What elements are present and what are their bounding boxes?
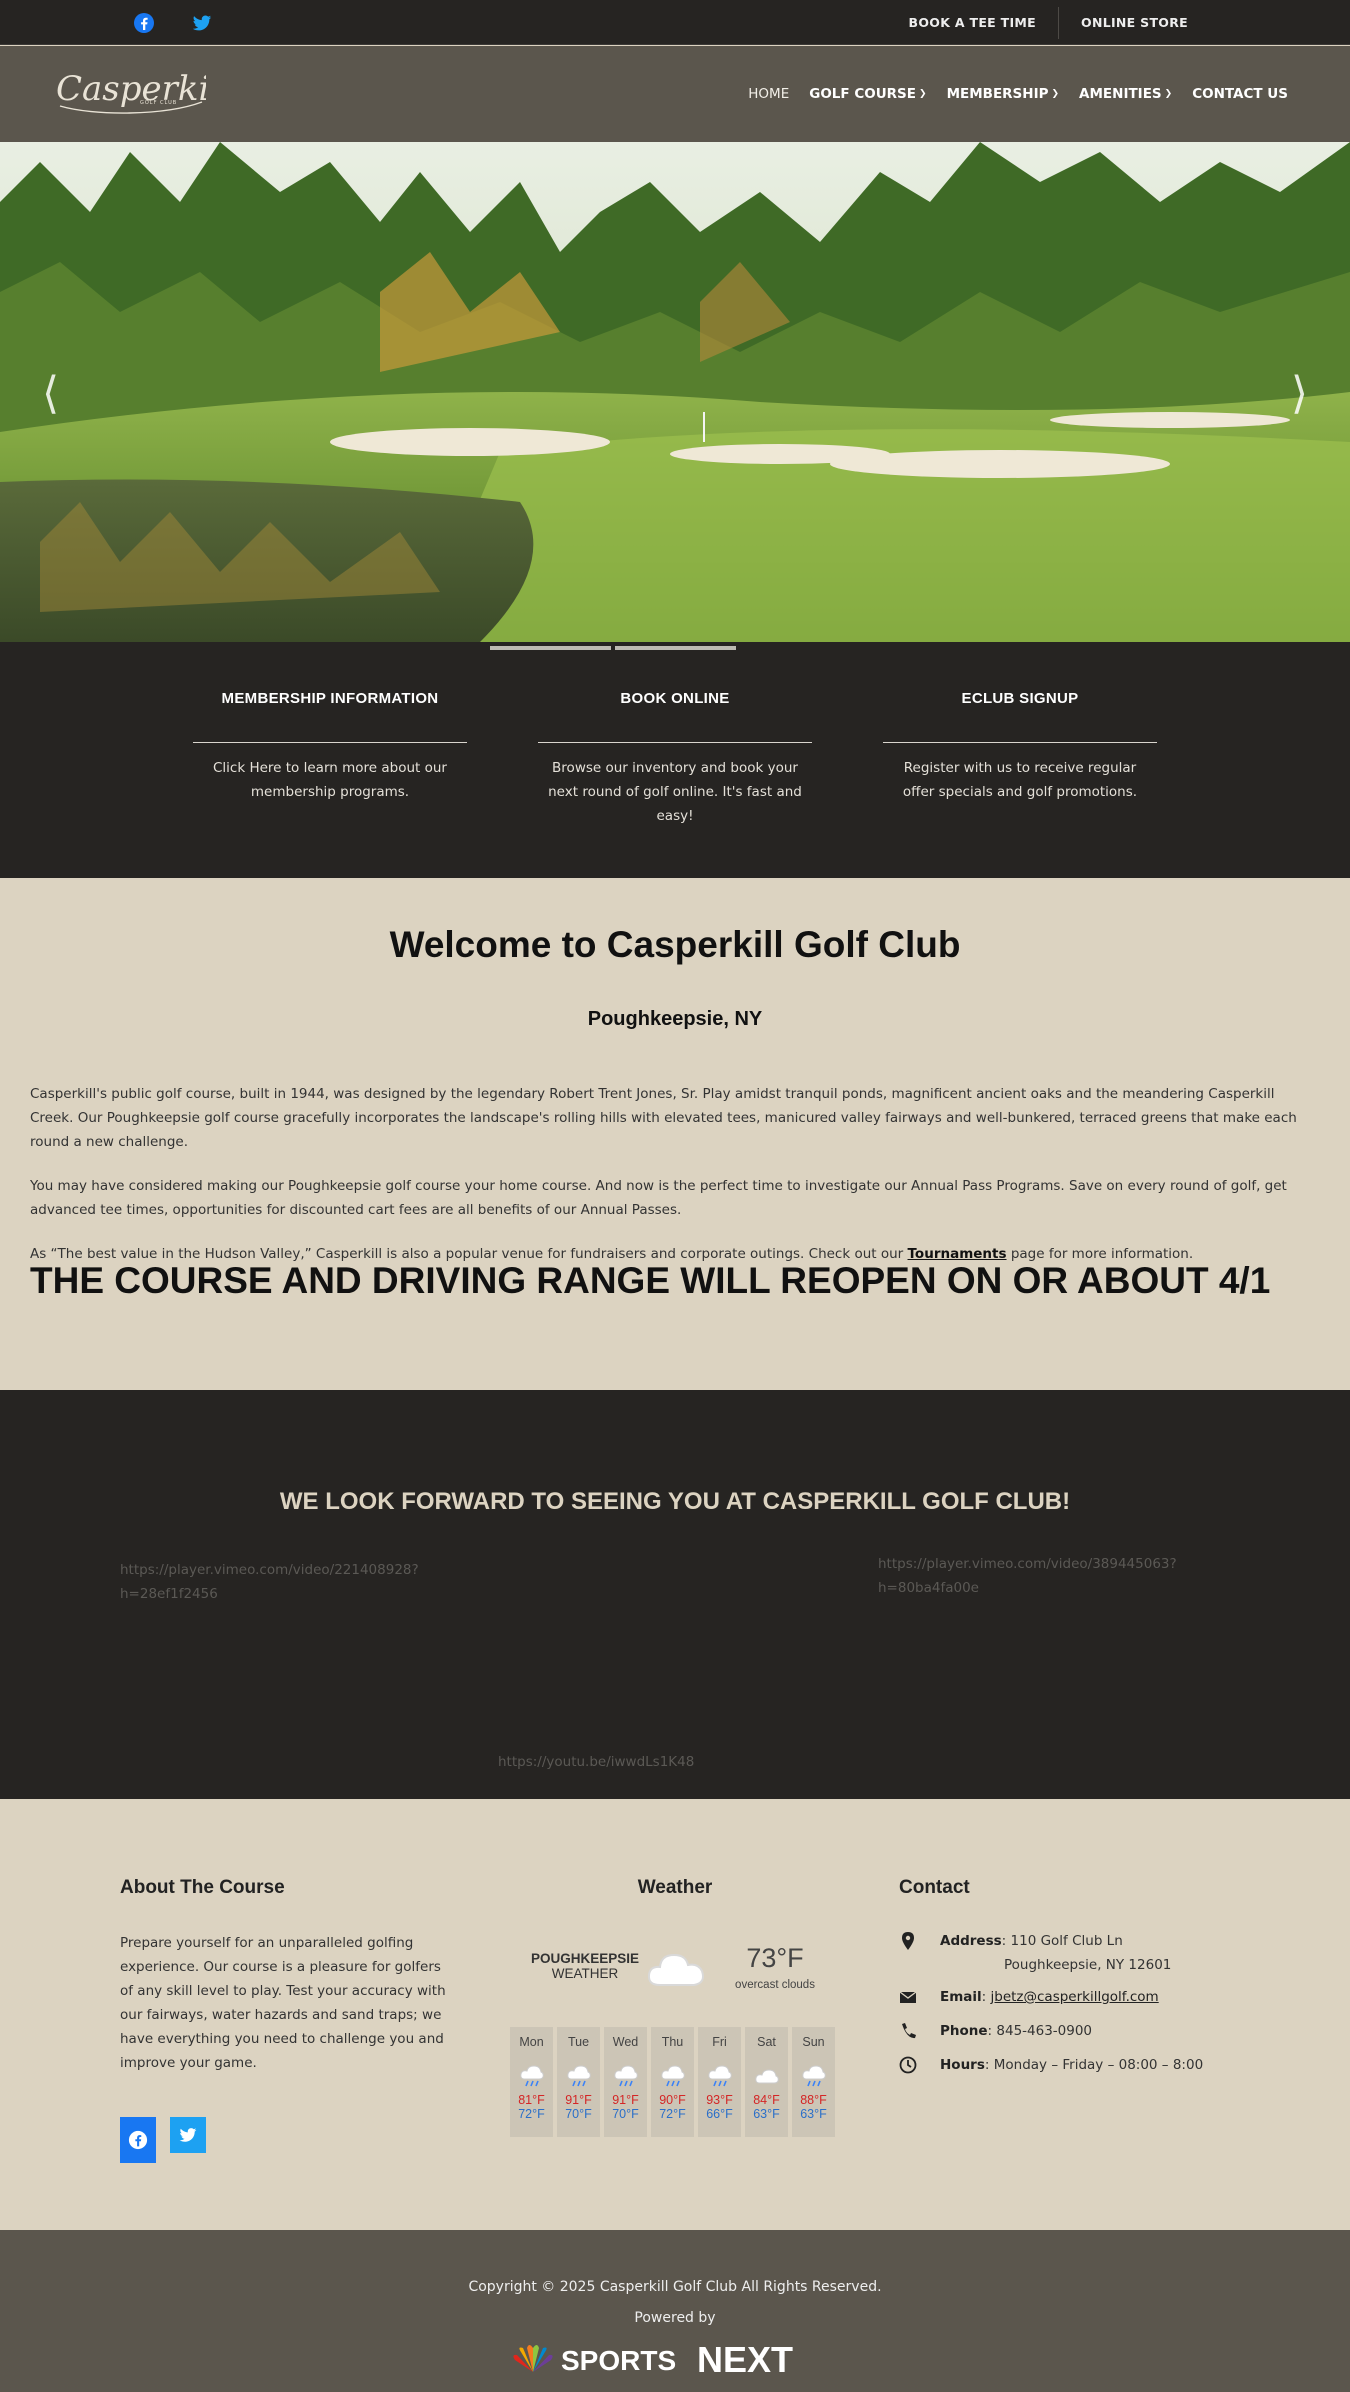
nav-item-membership[interactable] (947, 86, 1059, 102)
welcome-subtitle: Poughkeepsie, NY (587, 1008, 763, 1030)
weather-title: Weather (637, 1877, 713, 1898)
slider-indicators (490, 646, 736, 650)
welcome-body (30, 1082, 1320, 1286)
site-footer (0, 2230, 1350, 2392)
chevron-down-icon: ❯ (1164, 89, 1173, 99)
feature-text: Register with us to receive regular offer specials and golf promotions. (902, 760, 1138, 800)
clock-icon (899, 2055, 917, 2075)
forecast-day: Fri 93°F 66°F (698, 2027, 741, 2137)
forecast-day: Thu 90°F 72°F (651, 2027, 694, 2137)
top-bar (0, 0, 1350, 45)
contact-hours: Hours: Monday – Friday – 08:00 – 8:00 (899, 2053, 1229, 2077)
nav-item-golf-course[interactable] (809, 86, 926, 102)
contact-email: Email: jbetz@casperkillgolf.com (899, 1985, 1229, 2009)
phone-icon (899, 2021, 917, 2041)
weather-description: overcast clouds (735, 1979, 815, 1991)
forecast-day: Tue 91°F 70°F (557, 2027, 600, 2137)
video-section (0, 1390, 1350, 1799)
logo-wordmark: Casperk (56, 69, 199, 109)
svg-text:NEXT: NEXT (697, 2339, 794, 2378)
feature-divider (883, 742, 1157, 743)
footer-widgets (0, 1799, 1350, 2230)
nav-item-label: AMENITIES (1079, 86, 1162, 102)
contact-phone: Phone: 845-463-0900 (899, 2019, 1229, 2043)
sportsnext-logo[interactable] (509, 2338, 841, 2378)
nav-item-label: CONTACT US (1192, 86, 1288, 102)
feature-strip (0, 642, 1350, 878)
about-widget (120, 1877, 455, 2163)
logo-subtext: GOLF CLUB (140, 100, 178, 106)
nav-item-label: GOLF COURSE (809, 86, 917, 102)
twitter-icon[interactable] (170, 2117, 206, 2153)
nav-item-label: HOME (748, 86, 790, 102)
facebook-icon[interactable] (120, 2117, 156, 2163)
weather-city: POUGHKEEPSIE WEATHER (530, 1951, 640, 1981)
nav-item-home[interactable] (748, 86, 789, 102)
about-title: About The Course (120, 1877, 285, 1898)
weather-widget (510, 1877, 840, 2137)
welcome-paragraph: Casperkill's public golf course, built in 1944, was designed by the legendary Robert Trent Jones, Sr. Play amidst tranquil ponds, magnificent ancient oaks and the meandering Casperkill Creek. Our Poughkeepsie golf course gracefully incorporates the landscape's rolling hills with elevated tees, manicured valley fairways and well-bunkered, terraced greens that make each round a new challenge. (30, 1086, 1297, 1150)
slider-prev-button[interactable]: ⟨ (42, 368, 60, 419)
video-link[interactable]: https://player.vimeo.com/video/221408928? h=28ef1f2456 (120, 1562, 419, 1602)
feature-divider (538, 742, 812, 743)
slider-indicator[interactable] (490, 646, 611, 650)
forecast-day: Sat 84°F 63°F (745, 2027, 788, 2137)
svg-text:SPORTS: SPORTS (561, 2345, 677, 2376)
contact-title: Contact (899, 1877, 970, 1898)
book-tee-time-link[interactable]: BOOK A TEE TIME (908, 15, 1037, 30)
hero-slider (0, 142, 1350, 642)
video-heading: WE LOOK FORWARD TO SEEING YOU AT CASPERKILL GOLF CLUB! (279, 1488, 1071, 1515)
feature-membership[interactable] (193, 690, 467, 804)
facebook-icon[interactable] (133, 12, 155, 34)
welcome-section (0, 878, 1350, 1390)
about-text: Prepare yourself for an unparalleled golfing experience. Our course is a pleasure for golfers of any skill level to play. Test your accuracy with our fairways, water hazards and sand traps; we have everything you need to challenge you and improve your game. (120, 1935, 446, 2071)
forecast-day: Mon 81°F 72°F (510, 2027, 553, 2137)
feature-text: Click Here to learn more about our membership programs. (213, 760, 447, 800)
weather-forecast (510, 2027, 840, 2137)
slider-indicator[interactable] (615, 646, 736, 650)
feature-title: BOOK ONLINE (620, 690, 730, 707)
site-logo[interactable] (54, 60, 206, 124)
about-social-links (120, 2117, 455, 2163)
video-link[interactable]: https://youtu.be/iwwdLs1K48 (498, 1754, 695, 1770)
main-navigation (0, 46, 1350, 142)
forecast-day: Sun 88°F 63°F (792, 2027, 835, 2137)
welcome-paragraph: As “The best value in the Hudson Valley,” Casperkill is also a popular venue for fundraisers and corporate outings. Check out our Tournaments page for more information. (30, 1246, 1194, 1262)
contact-widget (899, 1877, 1229, 2077)
weather-temperature: 73°F (746, 1943, 804, 1973)
feature-book-online[interactable] (538, 690, 812, 828)
top-social-links (133, 12, 213, 34)
video-link[interactable]: https://player.vimeo.com/video/389445063? h=80ba4fa00e (878, 1556, 1177, 1596)
reopen-notice: THE COURSE AND DRIVING RANGE WILL REOPEN ON OR ABOUT 4/1 (30, 1260, 1271, 1301)
nbc-peacock-icon (513, 2345, 552, 2372)
welcome-title: Welcome to Casperkill Golf Club (389, 924, 961, 965)
twitter-icon[interactable] (191, 12, 213, 34)
chevron-down-icon: ❯ (919, 89, 927, 99)
contact-address: Address: 110 Golf Club Ln Poughkeepsie, NY 12601 (899, 1929, 1229, 1977)
forecast-day: Wed 91°F 70°F (604, 2027, 647, 2137)
rain-icon (660, 2065, 686, 2089)
rain-icon (519, 2065, 545, 2089)
chevron-down-icon: ❯ (1051, 89, 1060, 99)
rain-icon (566, 2065, 592, 2089)
rain-icon (613, 2065, 639, 2089)
feature-eclub-signup[interactable] (883, 690, 1157, 804)
powered-by-text: Powered by (634, 2310, 716, 2326)
nav-item-label: MEMBERSHIP (946, 86, 1049, 102)
map-pin-icon (899, 1931, 917, 1951)
online-store-link[interactable]: ONLINE STORE (1081, 15, 1188, 30)
tournaments-link[interactable]: Tournaments (907, 1246, 1007, 1262)
email-link[interactable]: jbetz@casperkillgolf.com (990, 1989, 1159, 2005)
slider-next-button[interactable]: ⟩ (1290, 368, 1308, 419)
nav-menu (748, 46, 1288, 142)
welcome-paragraph: You may have considered making our Poughkeepsie golf course your home course. And now is the perfect time to investigate our Annual Pass Programs. Save on every round of golf, get advanced tee times, opportunities for discounted cart fees are all benefits of our Annual Passes. (30, 1178, 1287, 1218)
cloud-icon (646, 1949, 708, 1989)
feature-text: Browse our inventory and book your next round of golf online. It's fast and easy! (548, 760, 802, 824)
nav-item-contact-us[interactable] (1192, 86, 1288, 102)
copyright-text: Copyright © 2025 Casperkill Golf Club All Rights Reserved. (468, 2279, 882, 2295)
weather-current (510, 1937, 840, 1999)
feature-divider (193, 742, 467, 743)
feature-title: ECLUB SIGNUP (961, 690, 1079, 707)
envelope-icon (899, 1987, 917, 2007)
rain-icon (801, 2065, 827, 2089)
cloud-icon (754, 2065, 780, 2089)
rain-icon (707, 2065, 733, 2089)
nav-item-amenities[interactable] (1079, 86, 1172, 102)
hero-image (0, 142, 1350, 642)
top-links (887, 0, 1210, 45)
feature-title: MEMBERSHIP INFORMATION (221, 690, 439, 707)
